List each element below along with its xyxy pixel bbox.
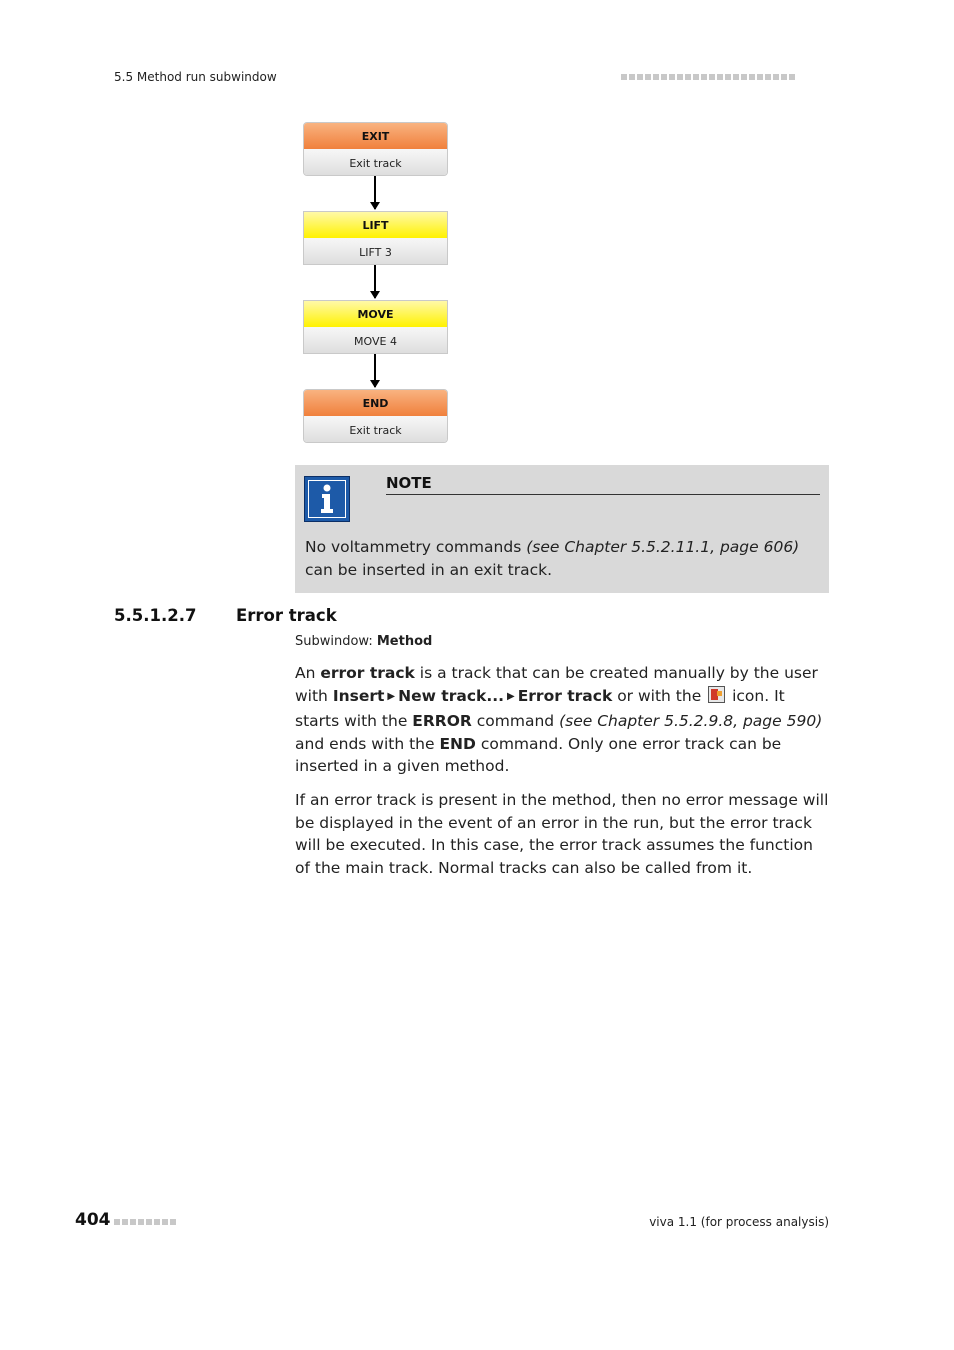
running-header: 5.5 Method run subwindow <box>114 70 277 84</box>
menu-insert: Insert <box>332 686 385 705</box>
command-error: ERROR <box>412 712 472 730</box>
flow-block-end <box>303 389 448 443</box>
term-error-track: error track <box>320 664 415 682</box>
menu-new-track: New track... <box>398 686 504 705</box>
flow-arrow <box>374 265 376 298</box>
note-title: NOTE <box>386 474 820 495</box>
menu-separator-icon: ▶ <box>387 690 396 702</box>
note-text-part: No voltammetry commands <box>305 538 527 556</box>
page-number: 404 <box>75 1210 111 1230</box>
note-chapter-ref[interactable]: (see Chapter 5.5.2.11.1, page 606) <box>526 538 800 556</box>
menu-error-track: Error track <box>517 686 613 705</box>
flow-arrow <box>374 176 376 209</box>
footer-product: viva 1.1 (for process analysis) <box>649 1215 829 1229</box>
flow-block-move <box>303 300 448 354</box>
flow-block-label: MOVE 4 <box>304 327 447 354</box>
flow-block-command: MOVE <box>304 301 447 327</box>
subwindow-value: Method <box>376 634 433 649</box>
paragraph-error-behaviour: If an error track is present in the method, then no error message will be displayed in the event of an error in the run, but the error track will be executed. In this case, the error track assumes the function of the main track. Normal tracks can also be called from it. <box>295 791 829 877</box>
flow-block-command: LIFT <box>304 212 447 238</box>
section-number: 5.5.1.2.7 <box>114 606 197 625</box>
flow-block-label: LIFT 3 <box>304 238 447 265</box>
flow-block-label: Exit track <box>304 416 447 443</box>
note-box <box>295 465 829 593</box>
flow-block-command: END <box>304 390 447 416</box>
footer-decoration <box>114 1219 176 1225</box>
info-icon <box>304 476 350 522</box>
flow-block-exit <box>303 122 448 176</box>
menu-separator-icon: ▶ <box>506 690 515 702</box>
flow-block-lift <box>303 211 448 265</box>
note-text-part: can be inserted in an exit track. <box>305 560 552 579</box>
chapter-ref[interactable]: (see Chapter 5.5.2.9.8, page 590) <box>559 712 823 730</box>
paragraph-error-track: An error track is a track that can be created manually by the user with Insert ▶ New track... ▶ Error track or with the icon. It starts with the ERROR command (see Chapter 5.5.2.9.8, page 590) and ends with the END command. Only one error track can be inserted in a given method. <box>295 664 823 775</box>
command-end: END <box>439 734 476 753</box>
note-text <box>305 536 825 581</box>
flow-block-command: EXIT <box>304 123 447 149</box>
section-title: Error track <box>236 606 337 625</box>
subwindow-label: Subwindow: <box>295 634 377 649</box>
flow-arrow <box>374 354 376 387</box>
error-track-icon <box>708 686 725 703</box>
header-decoration <box>621 74 795 80</box>
flow-block-label: Exit track <box>304 149 447 176</box>
subwindow-line <box>295 634 432 649</box>
